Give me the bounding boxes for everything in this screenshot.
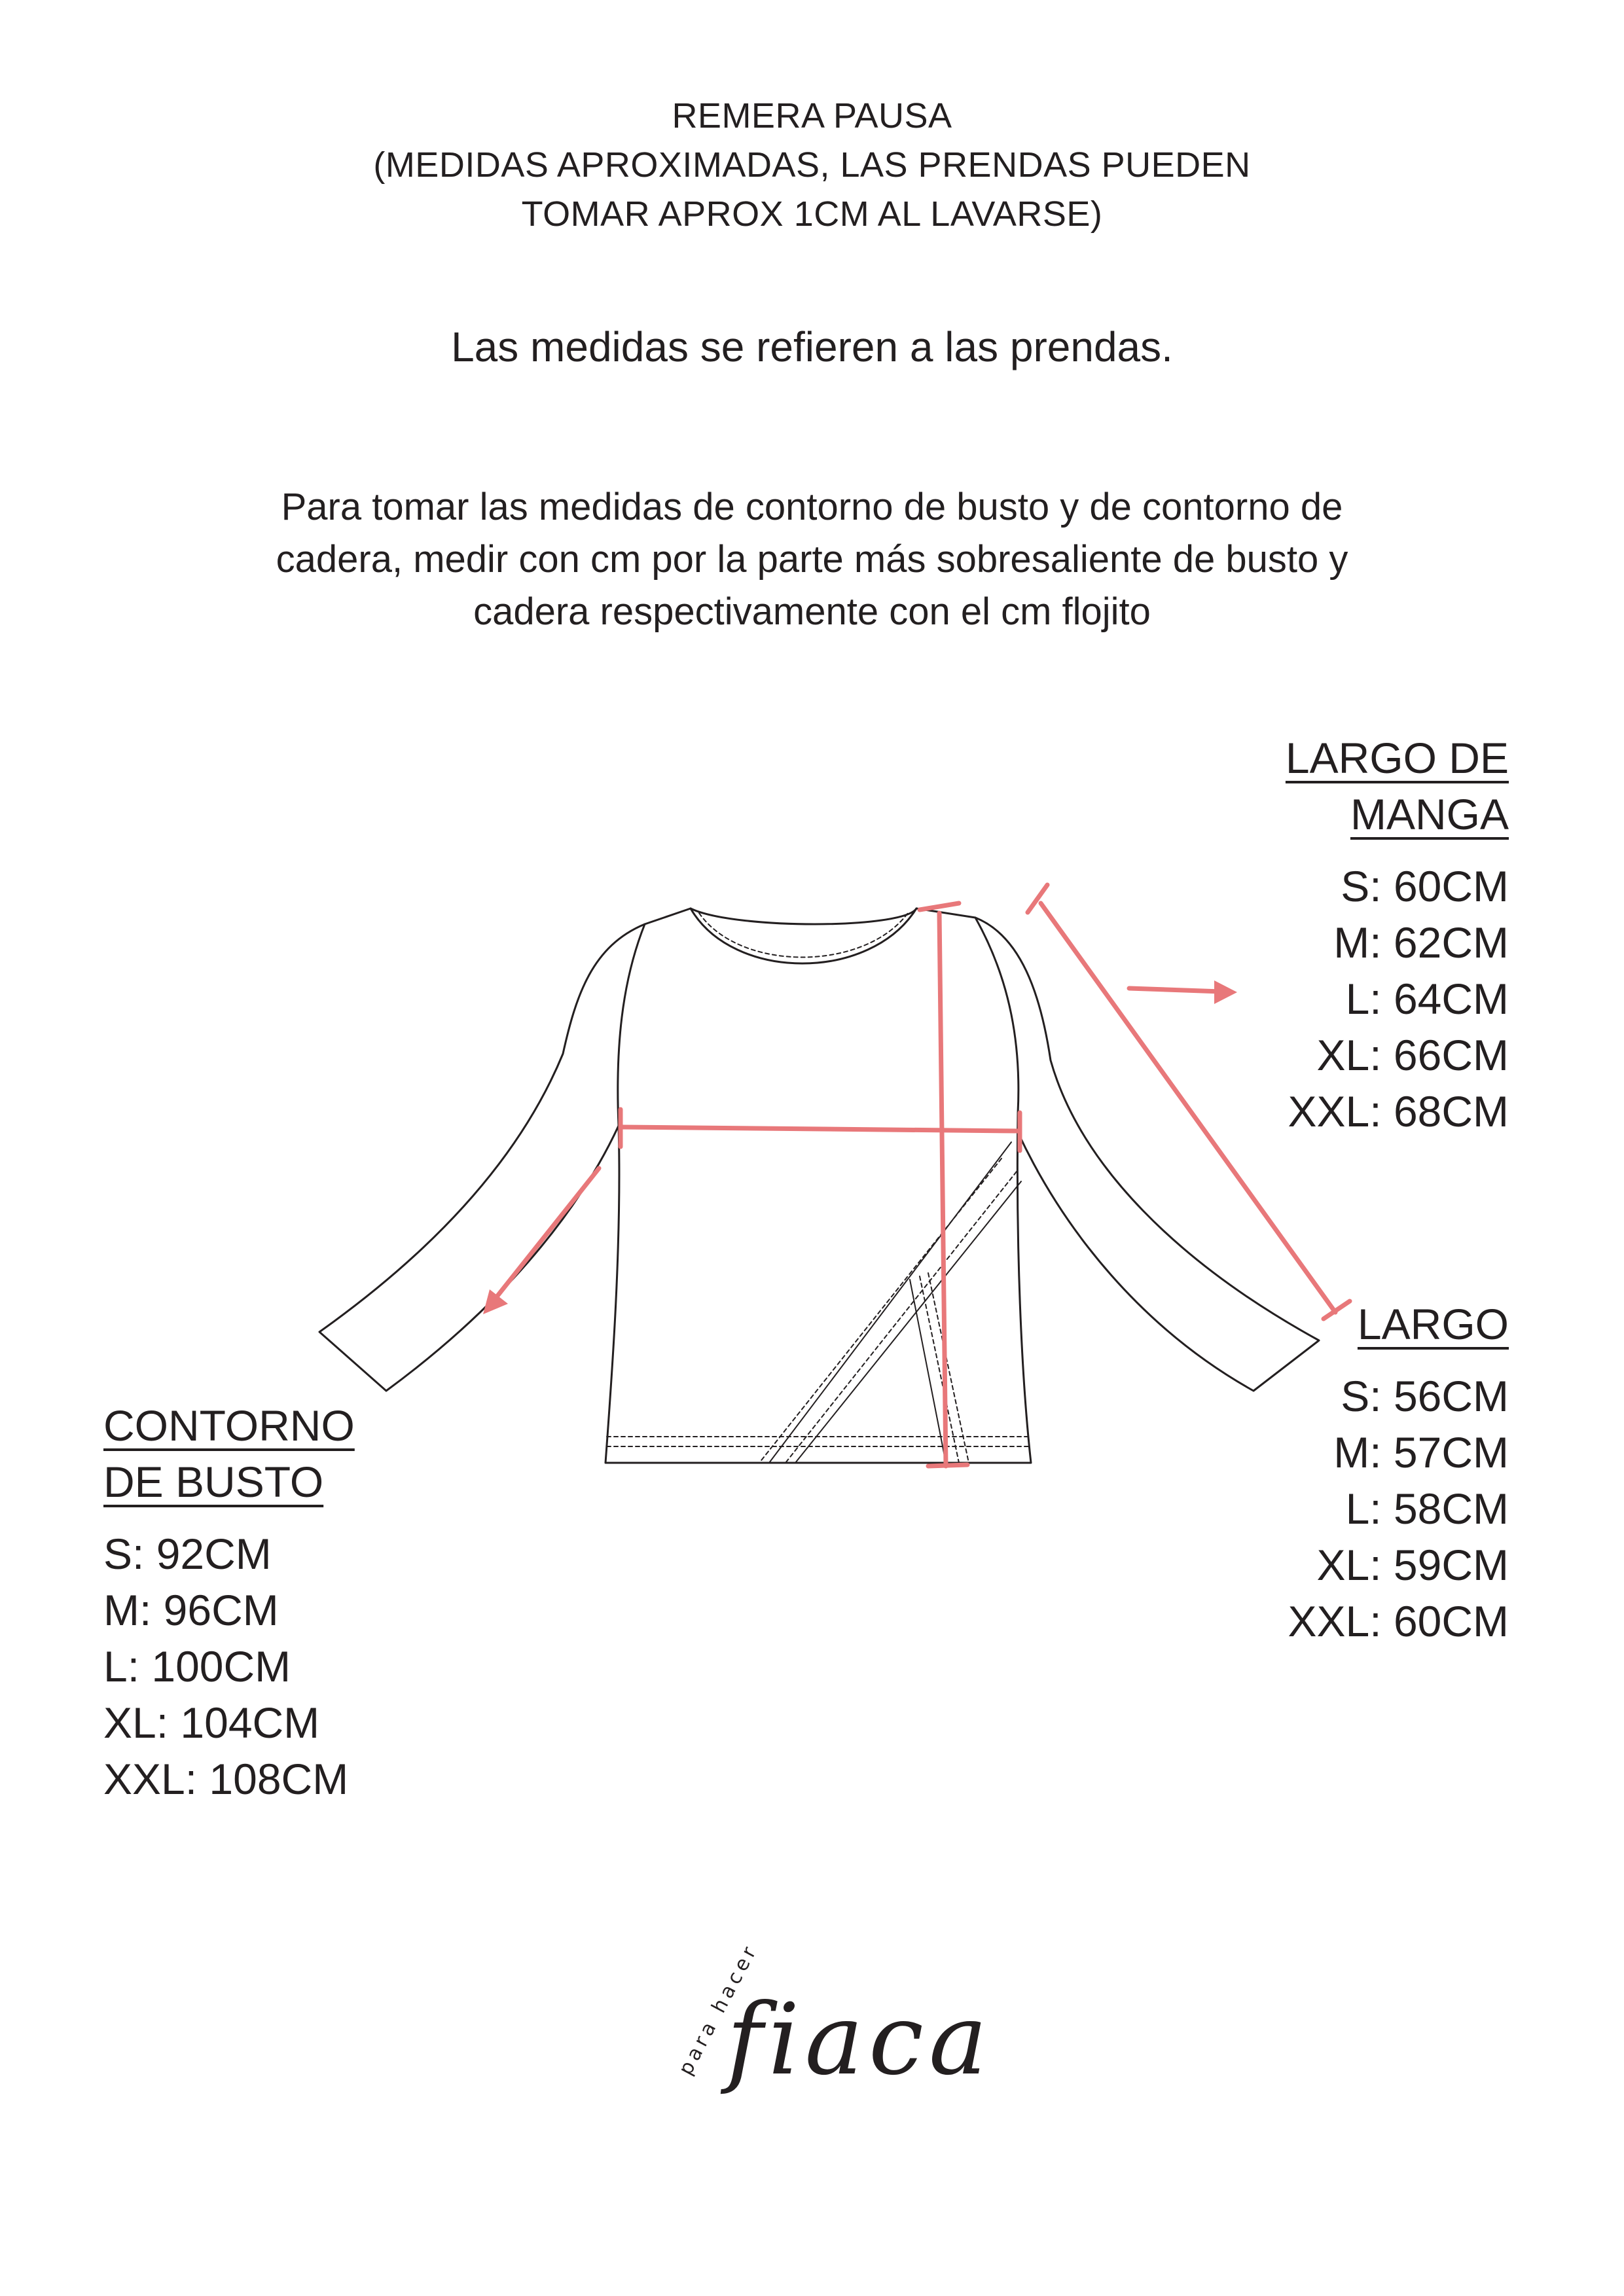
wrap-panel-line-3 xyxy=(785,1172,1017,1463)
manga-size-xl: XL: 66CM xyxy=(1316,1031,1509,1079)
manga-size-l: L: 64CM xyxy=(1345,975,1509,1023)
brand-small-text: para hacer xyxy=(674,1939,763,2079)
manga-arrow-head xyxy=(1214,980,1237,1004)
largo-bottom-cap xyxy=(928,1465,967,1466)
manga-size-s: S: 60CM xyxy=(1341,862,1509,910)
largo-measure-line xyxy=(939,913,946,1466)
largo-size-l: L: 58CM xyxy=(1345,1484,1509,1533)
contorno-de-busto-block xyxy=(103,1397,355,1807)
largo-block xyxy=(1288,1296,1509,1649)
busto-size-l: L: 100CM xyxy=(103,1642,291,1691)
manga-heading-2: MANGA xyxy=(1350,790,1509,838)
largo-size-xl: XL: 59CM xyxy=(1316,1541,1509,1589)
shirt-body xyxy=(605,908,1031,1463)
subtitle: Las medidas se refieren a las prendas. xyxy=(451,323,1173,370)
title-line-3: TOMAR APROX 1CM AL LAVARSE) xyxy=(521,194,1103,234)
busto-arrow-head xyxy=(483,1289,508,1314)
largo-top-cap xyxy=(920,903,959,910)
largo-size-list xyxy=(1288,1368,1509,1649)
wrap-inner-3 xyxy=(928,1273,969,1463)
neckline-outer xyxy=(691,908,916,963)
wrap-panel-line-2 xyxy=(759,1158,1001,1463)
busto-size-xxl: XXL: 108CM xyxy=(103,1755,349,1803)
busto-size-list xyxy=(103,1526,355,1807)
largo-de-manga-block xyxy=(1286,730,1509,1139)
manga-size-m: M: 62CM xyxy=(1333,918,1509,967)
busto-arrow-line xyxy=(492,1168,599,1302)
largo-heading: LARGO xyxy=(1357,1300,1509,1348)
manga-size-xxl: XXL: 68CM xyxy=(1288,1087,1509,1136)
measure-marks xyxy=(492,885,1350,1466)
brand-logo-text: fiaca xyxy=(727,1983,993,2097)
busto-size-s: S: 92CM xyxy=(103,1530,272,1578)
wrap-panel-line-4 xyxy=(795,1181,1021,1463)
instructions-line-2: cadera, medir con cm por la parte más sobresaliente de busto y xyxy=(276,538,1348,581)
busto-heading-1: CONTORNO xyxy=(103,1401,355,1450)
busto-size-xl: XL: 104CM xyxy=(103,1698,320,1747)
manga-arrow-line xyxy=(1129,988,1221,992)
arrow-heads xyxy=(483,980,1237,1314)
largo-size-xxl: XXL: 60CM xyxy=(1288,1597,1509,1645)
brand-logo xyxy=(661,1939,993,2147)
largo-size-m: M: 57CM xyxy=(1333,1428,1509,1477)
title-line-2: (MEDIDAS APROXIMADAS, LAS PRENDAS PUEDEN xyxy=(373,145,1251,185)
instructions-line-1: Para tomar las medidas de contorno de busto y de contorno de xyxy=(281,486,1343,528)
title-line-1: REMERA PAUSA xyxy=(672,96,952,135)
busto-heading-2: DE BUSTO xyxy=(103,1458,324,1506)
wrap-inner-1 xyxy=(910,1280,946,1463)
manga-size-list xyxy=(1286,858,1509,1139)
busto-size-m: M: 96CM xyxy=(103,1586,279,1634)
left-sleeve xyxy=(319,924,645,1391)
instructions-line-3: cadera respectivamente con el cm flojito xyxy=(473,590,1151,633)
busto-measure-line xyxy=(622,1127,1018,1131)
manga-heading-1: LARGO DE xyxy=(1285,734,1509,782)
wrap-panel-line-1 xyxy=(769,1142,1011,1463)
wrap-inner-2 xyxy=(920,1276,959,1463)
largo-size-s: S: 56CM xyxy=(1341,1372,1509,1420)
